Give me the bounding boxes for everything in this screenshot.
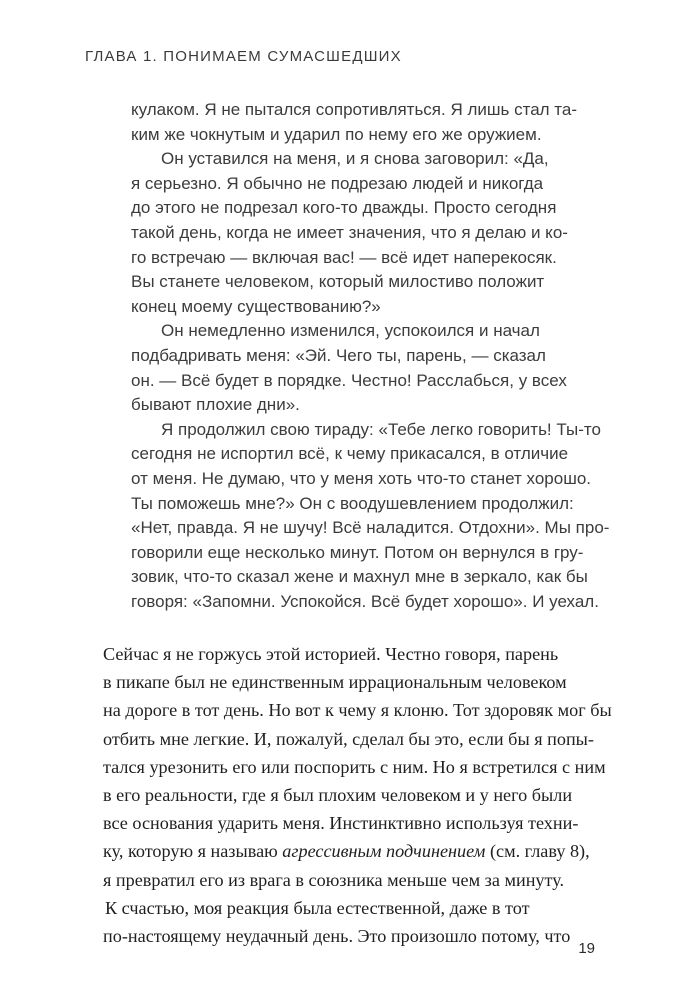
story-line: говорили еще несколько минут. Потом он вернулся в гру- bbox=[131, 542, 584, 562]
body-line-with-term bbox=[103, 837, 597, 865]
story-line: Он уставился на меня, и я снова заговорил: «Да, bbox=[161, 149, 549, 169]
body-line: в пикапе был не единственным иррациональным человеком bbox=[103, 672, 567, 693]
story-line: кулаком. Я не пытался сопротивляться. Я лишь стал та- bbox=[131, 100, 578, 119]
body-line: в его реальности, где я был плохим человеком и у него были bbox=[103, 784, 573, 805]
story-line: от меня. Не думаю, что у меня хоть что-то станет хорошо. bbox=[131, 468, 592, 488]
story-line: он. — Всё будет в порядке. Честно! Расслабься, у всех bbox=[131, 370, 567, 390]
story-line: зовик, что-то сказал жене и махнул мне в зеркало, как бы bbox=[131, 567, 588, 587]
body-line: К счастью, моя реакция была естественной, даже в тот bbox=[105, 897, 530, 918]
body-line: тался урезонить его или поспорить с ним. Но я встретился с ним bbox=[103, 756, 606, 777]
body-line: все основания ударить меня. Инстинктивно используя техни- bbox=[103, 813, 579, 834]
story-line: бывают плохие дни». bbox=[131, 395, 300, 415]
story-line: Я продолжил свою тираду: «Тебе легко говорить! Ты-то bbox=[161, 419, 601, 439]
body-line-prefix: ку, которую я называю bbox=[103, 841, 283, 862]
story-line: я серьезно. Я обычно не подрезаю людей и никогда bbox=[131, 173, 544, 193]
indented-story-block bbox=[131, 98, 610, 614]
story-line: говоря: «Запомни. Успокойся. Всё будет хорошо». И уехал. bbox=[131, 591, 599, 611]
story-line: ким же чокнутым и ударил по нему его же оружием. bbox=[131, 124, 542, 144]
story-line: подбадривать меня: «Эй. Чего ты, парень, — сказал bbox=[131, 345, 546, 365]
body-line-suffix: (см. главу 8), bbox=[485, 841, 590, 862]
story-line: Вы станете человеком, который милостиво положит bbox=[131, 272, 545, 292]
story-line: Ты поможешь мне?» Он с воодушевлением продолжил: bbox=[131, 493, 574, 513]
story-line: конец моему существованию?» bbox=[131, 296, 381, 316]
body-line: на дороге в тот день. Но вот к чему я клоню. Тот здоровяк мог бы bbox=[103, 700, 612, 721]
page-number: 19 bbox=[578, 940, 595, 957]
body-line: Сейчас я не горжусь этой историей. Честно говоря, парень bbox=[103, 644, 559, 664]
story-line: го встречаю — включая вас! — всё идет наперекосяк. bbox=[131, 247, 557, 267]
running-head: ГЛАВА 1. ПОНИМАЕМ СУМАСШЕДШИХ bbox=[85, 48, 402, 65]
body-line: отбить мне легкие. И, пожалуй, сделал бы это, если бы я попы- bbox=[103, 728, 594, 749]
body-line: по-настоящему неудачный день. Это произошло потому, что bbox=[103, 925, 571, 946]
body-text bbox=[103, 640, 612, 950]
italic-term: агрессивным подчинением bbox=[282, 841, 486, 862]
story-line: Он немедленно изменился, успокоился и начал bbox=[161, 321, 540, 341]
story-line: сегодня не испортил всё, к чему прикасался, в отличие bbox=[131, 444, 569, 464]
story-line: такой день, когда не имеет значения, что я делаю и ко- bbox=[131, 222, 568, 242]
body-line: я превратил его из врага в союзника меньше чем за минуту. bbox=[103, 869, 565, 890]
story-line: до этого не подрезал кого-то дважды. Просто сегодня bbox=[131, 198, 557, 218]
story-line: «Нет, правда. Я не шучу! Всё наладится. Отдохни». Мы про- bbox=[131, 518, 610, 538]
